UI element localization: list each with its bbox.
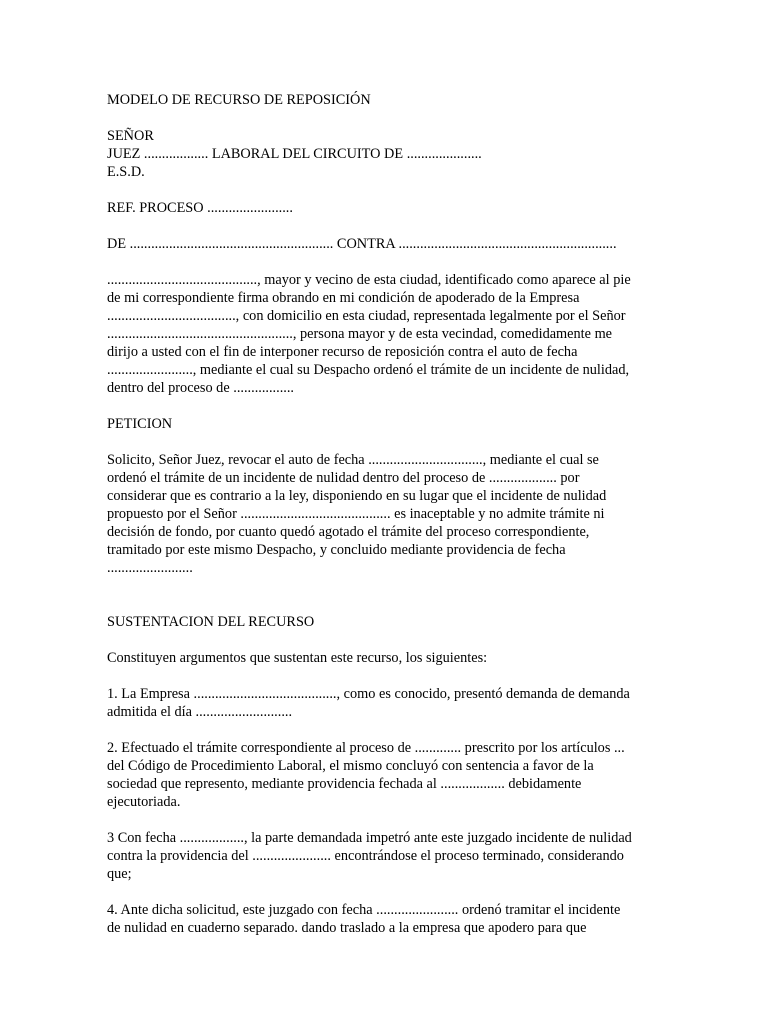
document-title: MODELO DE RECURSO DE REPOSICIÓN: [107, 92, 371, 108]
peticion-paragraph: [107, 451, 667, 577]
paragraph-line: ...................................................., persona mayor y de esta vecindad, comedidamente me: [107, 326, 613, 342]
section-heading-sustentacion: SUSTENTACION DEL RECURSO: [107, 614, 315, 630]
paragraph-line: propuesto por el Señor .......................................... es inaceptable y no admite trámite ni: [107, 506, 605, 522]
document-page: [107, 91, 667, 937]
paragraph-line: que;: [107, 866, 132, 882]
paragraph-line: ........................: [107, 560, 193, 576]
addressee-line: JUEZ .................. LABORAL DEL CIRCUITO DE .....................: [107, 146, 482, 162]
paragraph-line: del Código de Procedimiento Laboral, el mismo concluyó con sentencia a favor de la: [107, 758, 594, 774]
paragraph-line: ........................, mediante el cual su Despacho ordenó el trámite de un incidente de nulidad,: [107, 362, 630, 378]
parties-line: DE ......................................................... CONTRA .............................................................: [107, 236, 617, 252]
paragraph-line: admitida el día ...........................: [107, 704, 293, 720]
addressee-line: E.S.D.: [107, 164, 145, 180]
paragraph-line: dentro del proceso de .................: [107, 380, 295, 396]
section-heading-peticion: PETICION: [107, 416, 173, 432]
paragraph-line: Solicito, Señor Juez, revocar el auto de fecha ................................, mediante el cual se: [107, 452, 599, 468]
paragraph-line: ejecutoriada.: [107, 794, 181, 810]
paragraph-line: decisión de fondo, por cuanto quedó agotado el trámite del proceso correspondiente,: [107, 524, 590, 540]
numbered-item-2: [107, 739, 667, 811]
paragraph-line: ...................................., con domicilio en esta ciudad, representada legalmente por el Señor: [107, 308, 626, 324]
paragraph-line: tramitado por este mismo Despacho, y concluido mediante providencia de fecha: [107, 542, 566, 558]
paragraph-line: 3 Con fecha .................., la parte demandada impetró ante este juzgado incidente de nulidad: [107, 830, 632, 846]
paragraph-line: 1. La Empresa ........................................, como es conocido, presentó demanda de demanda: [107, 686, 630, 702]
paragraph-line: dirijo a usted con el fin de interponer recurso de reposición contra el auto de fecha: [107, 344, 578, 360]
numbered-item-1: [107, 685, 667, 721]
reference-line: REF. PROCESO ........................: [107, 200, 293, 216]
intro-paragraph: [107, 271, 667, 397]
addressee-line: SEÑOR: [107, 128, 154, 144]
paragraph-line: contra la providencia del ...................... encontrándose el proceso terminado, considerando: [107, 848, 624, 864]
paragraph-line: de nulidad en cuaderno separado. dando traslado a la empresa que apodero para que: [107, 920, 587, 936]
paragraph-line: considerar que es contrario a la ley, disponiendo en su lugar que el incidente de nulidad: [107, 488, 607, 504]
addressee-block: [107, 127, 667, 181]
paragraph-line: 4. Ante dicha solicitud, este juzgado con fecha ....................... ordenó tramitar el incidente: [107, 902, 621, 918]
paragraph-line: sociedad que represento, mediante providencia fechada al .................. debidamente: [107, 776, 582, 792]
sustentacion-intro: Constituyen argumentos que sustentan este recurso, los siguientes:: [107, 650, 488, 666]
paragraph-line: ordenó el trámite de un incidente de nulidad dentro del proceso de ................... por: [107, 470, 580, 486]
numbered-item-4: [107, 901, 667, 937]
paragraph-line: de mi correspondiente firma obrando en mi condición de apoderado de la Empresa: [107, 290, 580, 306]
paragraph-line: .........................................., mayor y vecino de esta ciudad, identificado como aparece al pie: [107, 272, 631, 288]
paragraph-line: 2. Efectuado el trámite correspondiente al proceso de ............. prescrito por los artículos ...: [107, 740, 625, 756]
numbered-item-3: [107, 829, 667, 883]
